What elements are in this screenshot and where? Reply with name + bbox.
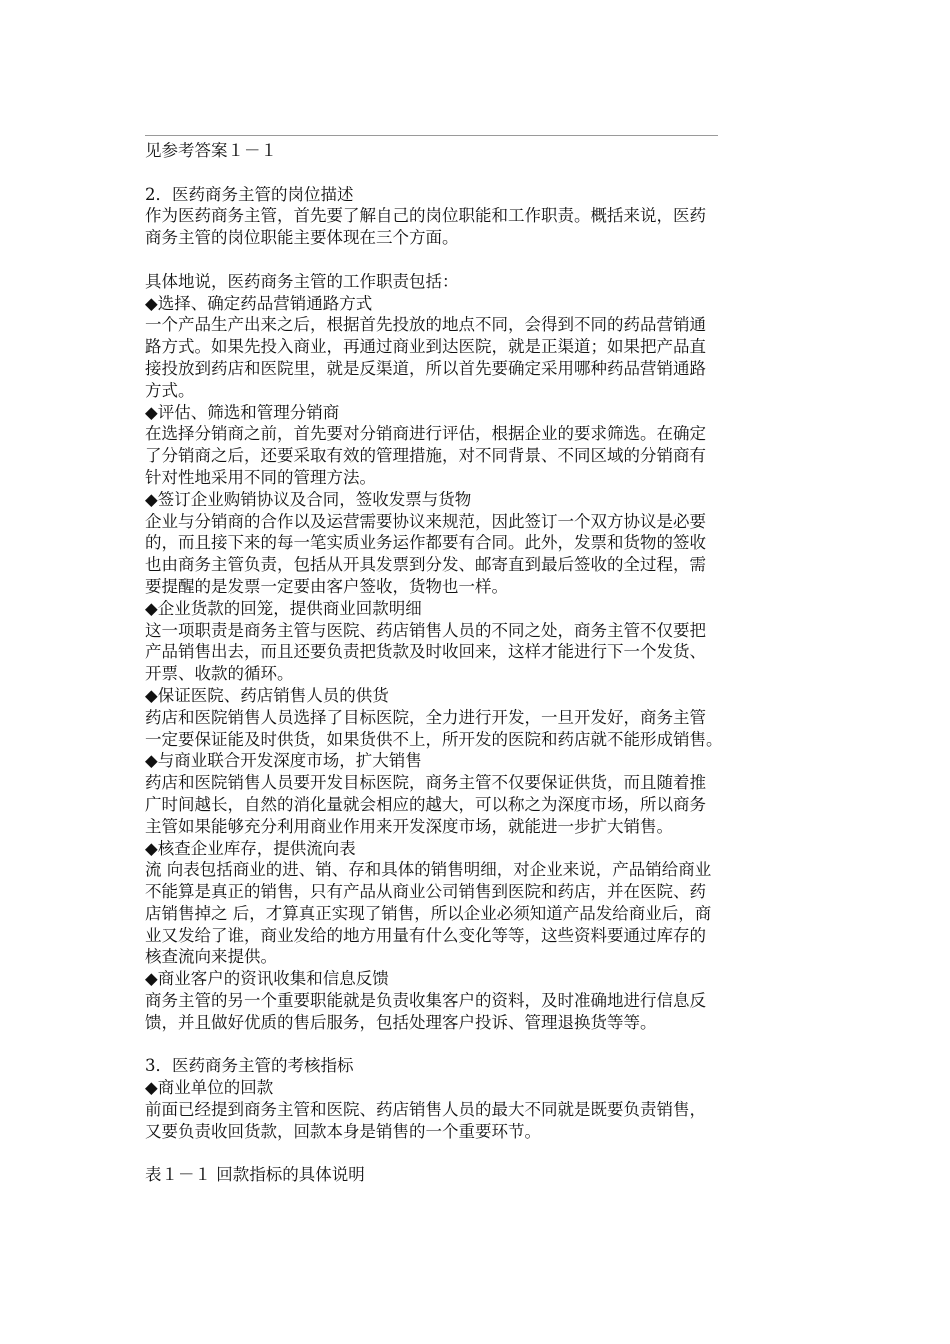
duty-title: ◆核查企业库存，提供流向表 [145,838,356,858]
duty-text-line: 路方式。如果先投入商业，再通过商业到达医院，就是正渠道；如果把产品直 [145,337,706,357]
duty-text-line: 针对性地采用不同的管理方法。 [145,467,376,487]
kpi-text-line: 又要负责收回货款，回款本身是销售的一个重要环节。 [145,1121,541,1141]
duty-text-line: 业又发给了谁，商业发给的地方用量有什么变化等等，这些资料要通过库存的 [145,925,706,945]
duty-text-line: 商务主管的另一个重要职能就是负责收集客户的资料，及时准确地进行信息反 [145,991,706,1011]
kpi-text-line: 前面已经提到商务主管和医院、药店销售人员的最大不同就是既要负责销售， [145,1100,706,1120]
duty-text-line: 企业与分销商的合作以及运营需要协议来规范，因此签订一个双方协议是必要 [145,511,706,531]
duties-intro: 具体地说，医药商务主管的工作职责包括： [145,271,459,291]
duty-text-line: 接投放到药店和医院里，就是反渠道，所以首先要确定采用哪种药品营销通路 [145,358,706,378]
duty-text-line: 广时间越长，自然的消化量就会相应的越大，可以称之为深度市场，所以商务 [145,794,706,814]
duty-title: ◆评估、筛选和管理分销商 [145,402,340,422]
duty-text-line: 在选择分销商之前，首先要对分销商进行评估，根据企业的要求筛选。在确定 [145,424,706,444]
duty-text-line: 店销售掉之 后，才算真正实现了销售，所以企业必须知道产品发给商业后，商 [145,903,712,923]
duty-text-line: 不能算是真正的销售，只有产品从商业公司销售到医院和药店，并在医院、药 [145,882,706,902]
duty-title: ◆选择、确定药品营销通路方式 [145,293,373,313]
duty-text-line: 开票、收款的循环。 [145,664,294,684]
section-2-intro-line: 作为医药商务主管，首先要了解自己的岗位职能和工作职责。概括来说，医药 [145,206,706,226]
duty-text-line: 药店和医院销售人员要开发目标医院，商务主管不仅要保证供货，而且随着推 [145,773,706,793]
table-caption: 表１－１ 回款指标的具体说明 [145,1165,365,1185]
duty-title: ◆商业客户的资讯收集和信息反馈 [145,969,389,989]
reference-note: 见参考答案１－１ [145,141,277,160]
kpi-title: ◆商业单位的回款 [145,1078,274,1098]
duty-title: ◆保证医院、药店销售人员的供货 [145,685,389,705]
spacer [145,249,805,271]
duty-title: ◆企业货款的回笼，提供商业回款明细 [145,598,422,618]
duty-title: ◆签订企业购销协议及合同，签收发票与货物 [145,489,472,509]
spacer [145,1034,805,1056]
spacer [145,1143,805,1165]
duty-text-line: 要提醒的是发票一定要由客户签收，货物也一样。 [145,576,508,596]
duty-text-line: 馈，并且做好优质的售后服务，包括处理客户投诉、管理退换货等等。 [145,1012,657,1032]
duty-title: ◆与商业联合开发深度市场，扩大销售 [145,751,422,771]
duty-text-line: 一定要保证能及时供货，如果货供不上，所开发的医院和药店就不能形成销售。 [145,729,723,749]
duty-text-line: 一个产品生产出来之后，根据首先投放的地点不同，会得到不同的药品营销通 [145,315,706,335]
duty-text-line: 核查流向来提供。 [145,947,277,967]
duty-text-line: 药店和医院销售人员选择了目标医院，全力进行开发，一旦开发好，商务主管 [145,707,706,727]
duty-text-line: 主管如果能够充分利用商业作用来开发深度市场，就能进一步扩大销售。 [145,816,673,836]
duty-text-line: 产品销售出去，而且还要负责把货款及时收回来，这样才能进行下一个发货、 [145,642,706,662]
top-divider [145,135,718,136]
duty-text-line: 这一项职责是商务主管与医院、药店销售人员的不同之处，商务主管不仅要把 [145,620,706,640]
duty-text-line: 也由商务主管负责，包括从开具发票到分发、邮寄直到最后签收的全过程，需 [145,555,706,575]
spacer [145,162,805,184]
duty-text-line: 的，而且接下来的每一笔实质业务运作都要有合同。此外，发票和货物的签收 [145,533,706,553]
section-2-heading: 2．医药商务主管的岗位描述 [145,184,354,204]
document-body [145,140,805,1186]
duty-text-line: 流 向表包括商业的进、销、存和具体的销售明细，对企业来说，产品销给商业 [145,860,712,880]
section-2-intro-line: 商务主管的岗位职能主要体现在三个方面。 [145,228,459,248]
duty-text-line: 了分销商之后，还要采取有效的管理措施，对不同背景、不同区域的分销商有 [145,446,706,466]
duty-text-line: 方式。 [145,380,195,400]
section-3-heading: 3．医药商务主管的考核指标 [145,1056,354,1076]
